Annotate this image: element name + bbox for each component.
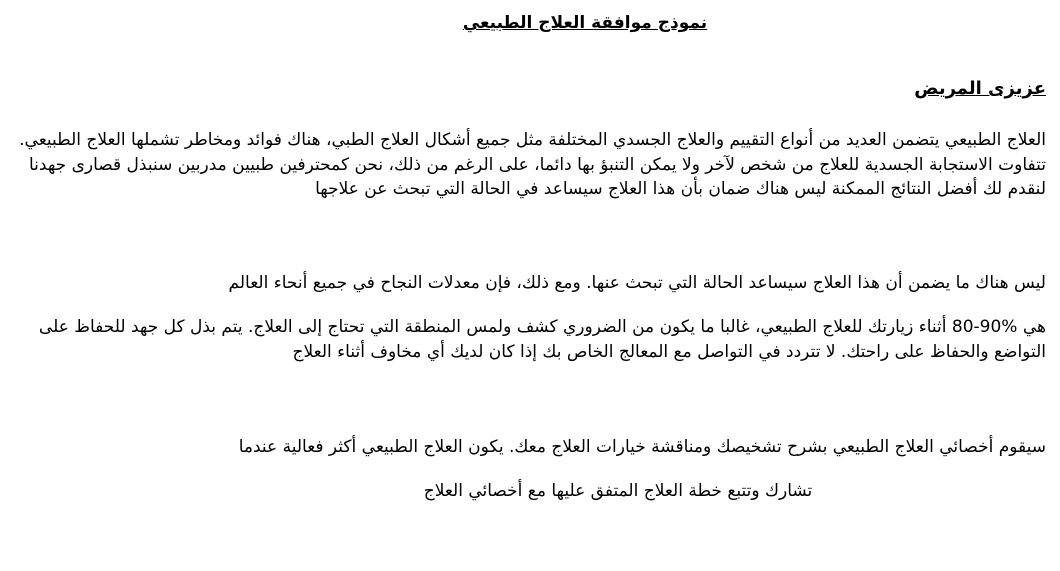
paragraph-guarantee: ليس هناك ما يضمن أن هذا العلاج سيساعد الحالة التي تبحث عنها. ومع ذلك، فإن معدلات النجاح في جميع أنحاء العالم	[228, 272, 1046, 293]
paragraph-therapist: سيقوم أخصائي العلاج الطبيعي بشرح تشخيصك ومناقشة خيارات العلاج معك. يكون العلاج الطبيعي أكثر فعالية عندما	[238, 437, 1046, 457]
salutation-heading: عزيزى المريض	[914, 78, 1046, 99]
paragraph-success-rates: هي %90-80 أثناء زيارتك للعلاج الطبيعي، غالبا ما يكون من الضروري كشف ولمس المنطقة التي تحتاج إلى العلاج. يتم بذل كل جهد للحفاظ على التواضع والحفاظ على راحتك. لا تتردد في التواصل مع المعالج الخاص بك إذا كان لديك أي مخاوف أثناء العلاج	[38, 317, 1046, 362]
paragraph-closing-line: تشارك وتتبع خطة العلاج المتفق عليها مع أخصائي العلاج	[423, 480, 813, 501]
document-title: نموذج موافقة العلاج الطبيعي	[462, 13, 708, 33]
paragraph-intro: العلاج الطبيعي يتضمن العديد من أنواع التقييم والعلاج الجسدي المختلفة مثل جميع أشكال العلاج الطبي، هناك فوائد ومخاطر تشملها العلاج الطبيعي. تتفاوت الاستجابة الجسدية للعلاج من شخص لآخر ولا يمكن التنبؤ بها دائما، على الرغم من ذلك، نحن كمحترفين طبيين مدربين سنبذل قصارى جهدنا لنقدم لك أفضل النتائج الممكنة ليس هناك ضمان بأن هذا العلاج سيساعد في الحالة التي تبحث عن علاجها	[19, 130, 1046, 199]
